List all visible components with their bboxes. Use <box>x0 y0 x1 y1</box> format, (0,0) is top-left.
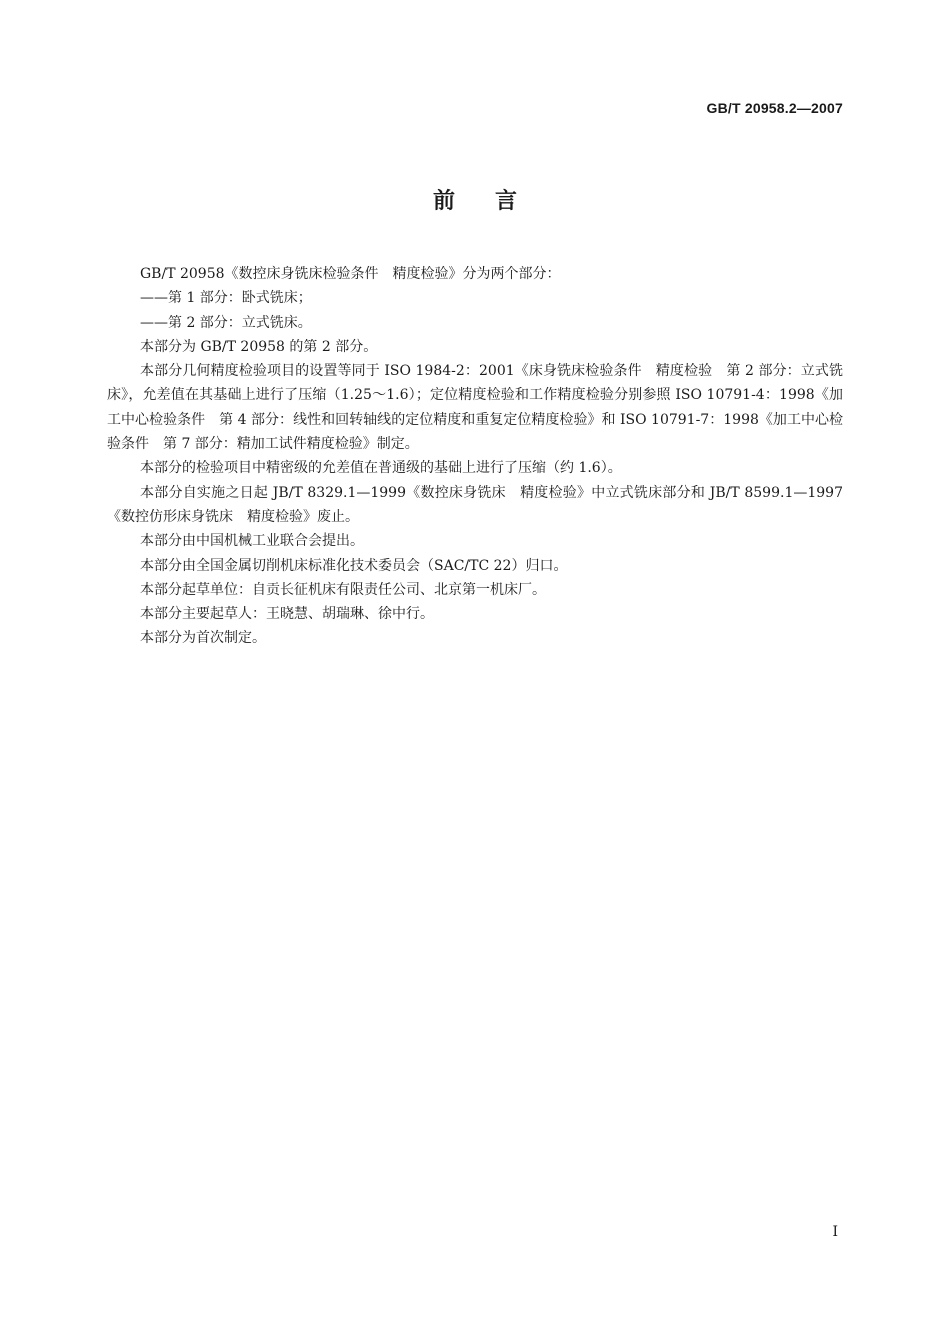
list-item-part-2: ——第 2 部分：立式铣床。 <box>140 314 312 331</box>
paragraph-tolerance: 本部分的检验项目中精密级的允差值在普通级的基础上进行了压缩（约 1.6）。 <box>140 460 622 477</box>
page-title: 前言 <box>432 189 557 214</box>
paragraph-first-edition: 本部分为首次制定。 <box>140 630 266 647</box>
paragraph-references: 本部分几何精度检验项目的设置等同于 ISO 1984-2：2001《床身铣床检验条件 精度检验 第 2 部分：立式铣床》，允差值在其基础上进行了压缩（1.25～1.6）；定位精度检验和工作精度检验分别参照 ISO 10791-4：1998《加工中心检验条件 第 4 部分：线性和回转轴线的定位精度和重复定位精度检验》和 ISO 10791-7：1998《加工中心检验条件 第 7 部分：精加工试件精度检验》制定。 <box>107 363 843 453</box>
page-number: I <box>832 1224 838 1240</box>
foreword-body <box>107 262 843 651</box>
paragraph-proposed-by: 本部分由中国机械工业联合会提出。 <box>140 533 364 550</box>
paragraph-supersedes: 本部分自实施之日起 JB/T 8329.1—1999《数控床身铣床 精度检验》中立式铣床部分和 JB/T 8599.1—1997《数控仿形床身铣床 精度检验》废止。 <box>107 484 843 525</box>
paragraph-part-statement: 本部分为 GB/T 20958 的第 2 部分。 <box>140 338 378 355</box>
paragraph-drafters: 本部分主要起草人：王晓慧、胡瑞琳、徐中行。 <box>140 606 434 623</box>
paragraph-series-intro: GB/T 20958《数控床身铣床检验条件 精度检验》分为两个部分： <box>140 266 561 282</box>
paragraph-drafting-units: 本部分起草单位：自贡长征机床有限责任公司、北京第一机床厂。 <box>140 581 546 598</box>
paragraph-administered-by: 本部分由全国金属切削机床标准化技术委员会（SAC/TC 22）归口。 <box>140 557 568 574</box>
standard-code: GB/T 20958.2—2007 <box>706 100 843 116</box>
list-item-part-1: ——第 1 部分：卧式铣床； <box>140 290 312 307</box>
